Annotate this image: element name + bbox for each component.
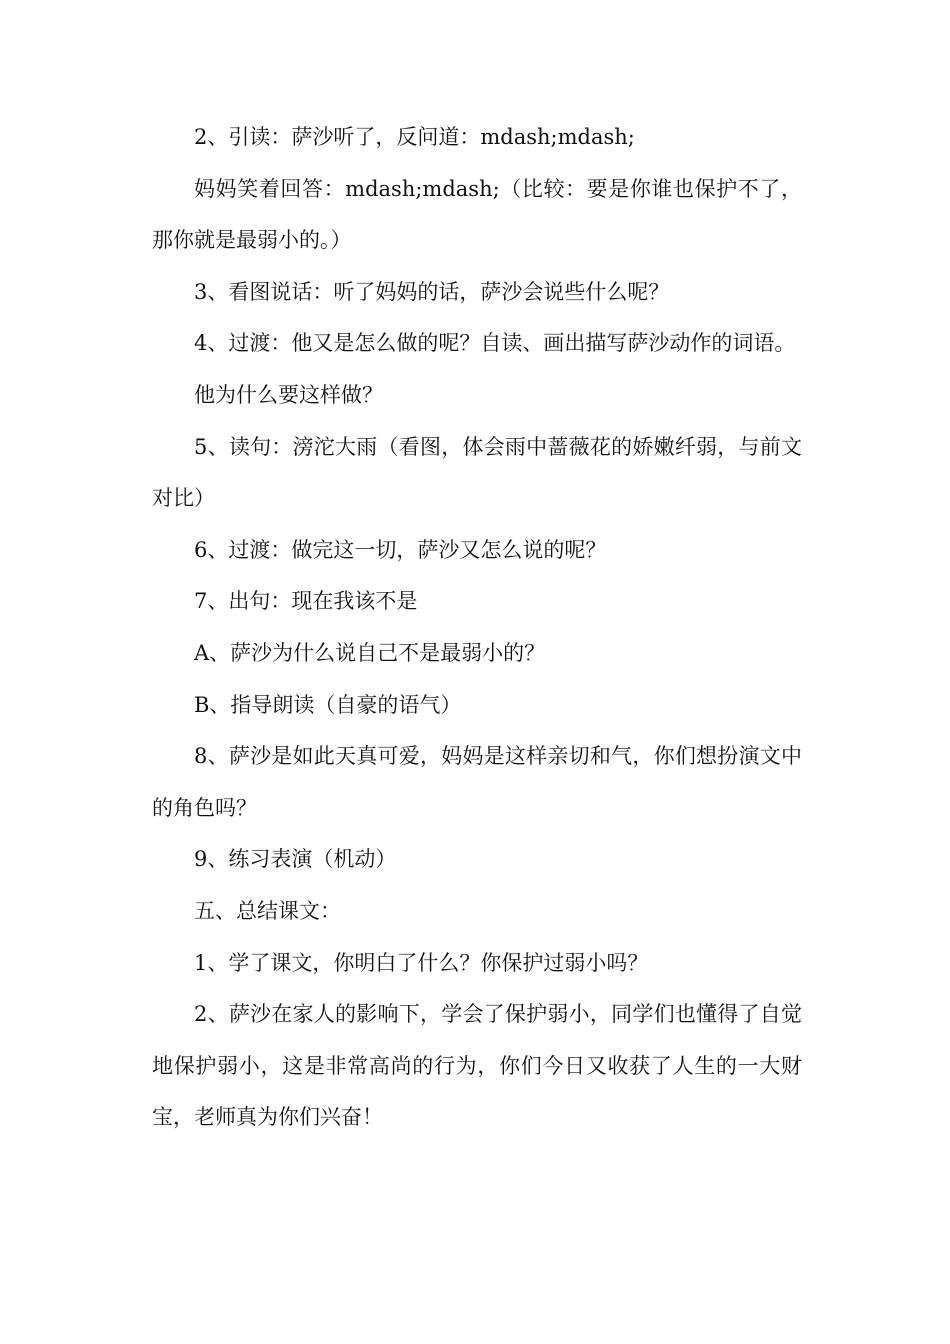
section-heading-summary: 五、总结课文： [194,898,341,923]
paragraph-10: B、指导朗读（自豪的语气） [194,692,462,717]
document-body [152,112,802,1144]
paragraph-9: A、萨沙为什么说自己不是最弱小的？ [194,640,546,665]
paragraph-5: 他为什么要这样做？ [194,382,383,407]
paragraph-1: 2、引读：萨沙听了，反问道：mdash;mdash; [194,125,635,149]
paragraph-4: 4、过渡：他又是怎么做的呢？自读、画出描写萨沙动作的词语。 [194,331,796,356]
paragraph-6: 5、读句：滂沱大雨（看图，体会雨中蔷薇花的娇嫩纤弱，与前文对比） [152,434,802,511]
paragraph-11: 8、萨沙是如此天真可爱，妈妈是这样亲切和气，你们想扮演文中的角色吗？ [152,744,802,820]
paragraph-2: 妈妈笑着回答：mdash;mdash;（比较：要是你谁也保护不了，那你就是最弱小的。） [152,176,802,253]
paragraph-7: 6、过渡：做完这一切，萨沙又怎么说的呢？ [194,537,607,562]
paragraph-14: 1、学了课文，你明白了什么？你保护过弱小吗？ [194,950,649,975]
paragraph-12: 9、练习表演（机动） [194,847,397,872]
paragraph-15: 2、萨沙在家人的影响下，学会了保护弱小，同学们也懂得了自觉地保护弱小，这是非常高尚的行为，你们今日又收获了人生的一大财宝，老师真为你们兴奋！ [152,1002,802,1130]
paragraph-3: 3、看图说话：听了妈妈的话，萨沙会说些什么呢？ [194,279,670,304]
paragraph-8: 7、出句：现在我该不是 [194,589,418,614]
